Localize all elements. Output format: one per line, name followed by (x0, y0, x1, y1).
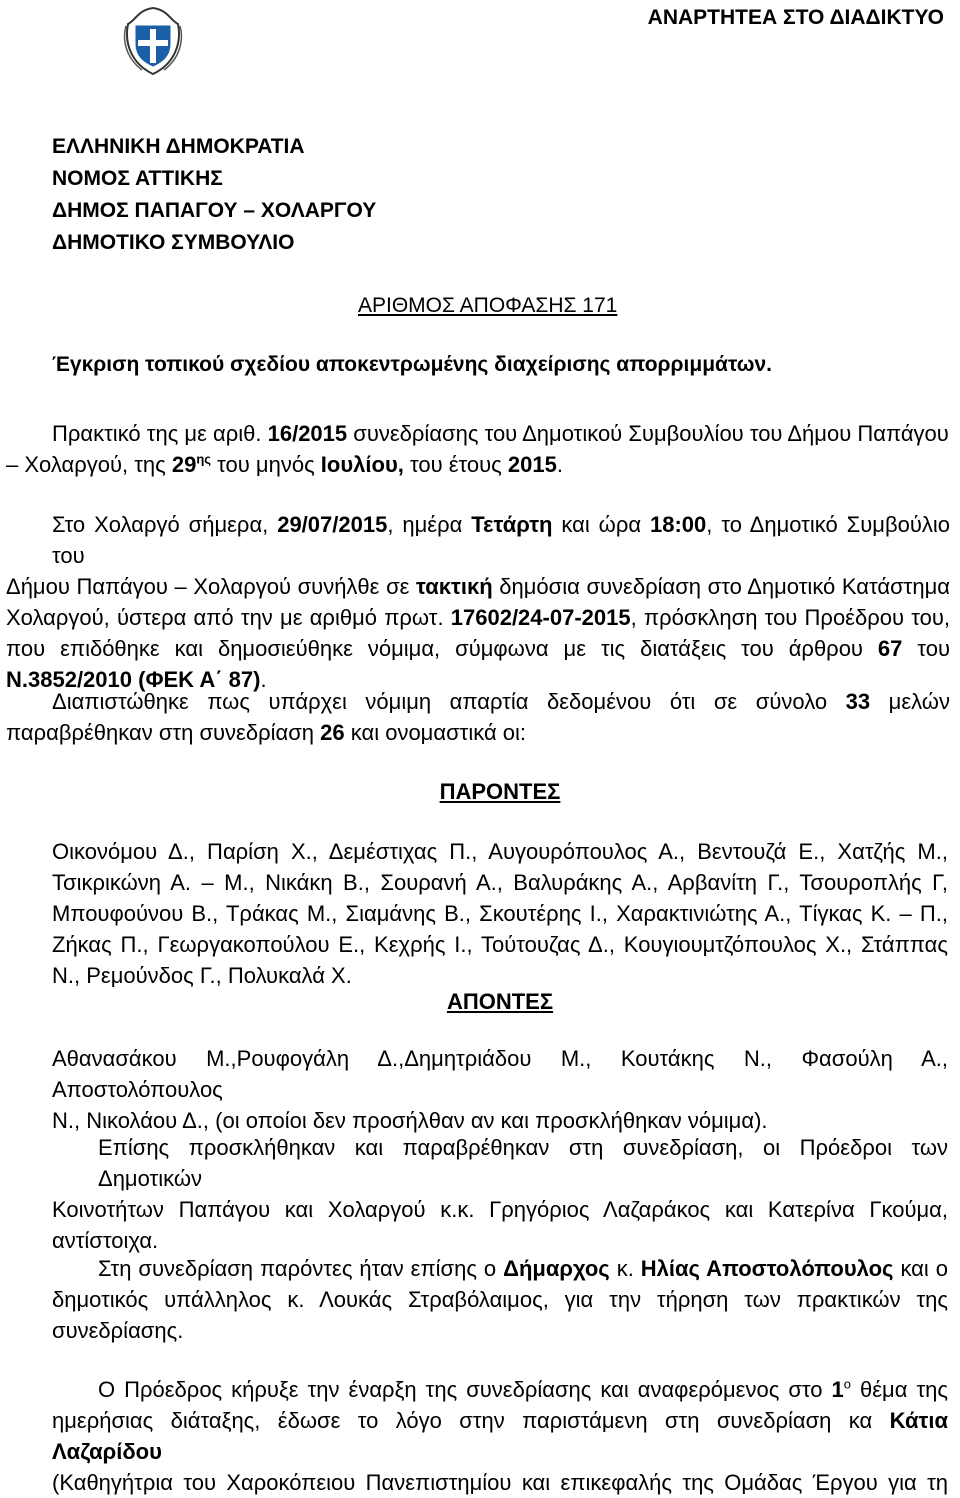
list-line: Μπουφούνου Β., Τράκας Μ., Σιαμάνης Β., Σκουτέρης Ι., Χαρακτινιώτης Α., Τίγκας Κ. – Π., (52, 901, 948, 926)
decision-subject: Έγκριση τοπικού σχεδίου αποκεντρωμένης διαχείρισης απορριμμάτων. (52, 353, 772, 376)
quorum-paragraph: Διαπιστώθηκε πως υπάρχει νόμιμη απαρτία δεδομένου ότι σε σύνολο 33 μελών παραβρέθηκαν στη συνεδρίαση 26 και ονομαστικά οι: (6, 689, 950, 745)
header-line: ΔΗΜΟΤΙΚΟ ΣΥΜΒΟΥΛΙΟ (52, 231, 295, 254)
publication-notice: ΑΝΑΡΤΗΤΕΑ ΣΤΟ ΔΙΑΔΙΚΤΥΟ (647, 6, 944, 29)
document-page: ΑΝΑΡΤΗΤΕΑ ΣΤΟ ΔΙΑΔΙΚΤΥΟ ΕΛΛΗΝΙΚΗ ΔΗΜΟΚΡΑΤΙΑ ΝΟΜΟΣ ΑΤΤΙΚΗΣ ΔΗΜΟΣ ΠΑΠΑΓΟΥ – ΧΟΛΑΡΓΟΥ ΔΗΜΟΤΙΚΟ ΣΥΜΒΟΥΛΙΟ ΑΡΙΘΜΟΣ ΑΠΟΦΑΣΗΣ 171 Έγκριση τοπικού σχεδίου αποκεντρωμένης διαχείρισης απορριμμάτων. Πρακτικό της με αριθ. 16/2015 συνεδρίασης του Δημοτικού Συμβουλίου του Δήμου Παπάγου – Χολαργού, της $29^{\eta\varsigma}$ του μηνός Ιουλίου, του έτους 2015. Στο Χολαργό σήμερα, 29/07/2015, ημέρα Τετάρτη και ώρα 18:00, το Δημοτικό Συμβούλιο του Δήμου Παπάγου – Χολαργού συνήλθε σε τακτική δημόσια συνεδρίαση στο Δημοτικό Κατάστημα Χολαργού, ύστερα από την με αριθμό πρωτ. 17602/24-07-2015, πρόσκληση του Προέδρου του, που επιδόθηκε και δημοσιεύθηκε νόμιμα, σύμφωνα με τις διατάξεις του άρθρου 67 του Ν.3852/2010 (ΦΕΚ Α΄ 87). Διαπιστώθηκε πως υπάρχει νόμιμη απαρτία δεδομένου ότι σε σύνολο 33 μελών παραβρέθηκαν στη συνεδρίαση 26 και ονομαστικά οι: ΠΑΡΟΝΤΕΣ Οικονόμου Δ., Παρίση Χ., Δεμέστιχας Π., Αυγουρόπουλος Α., Βεντουζά Ε., Χατζής Μ., Τσικρικώνη Α. – Μ., Νικάκη Β., Σουρανή Α., Βαλυράκης Α., Αρβανίτη Γ., Τσουροπλής Γ, Μπουφούνου Β., Τράκας Μ., Σιαμάνης Β., Σκουτέρης Ι., Χαρακτινιώτης Α., Τίγκας Κ. – Π., Ζήκας Π., Γεωργακοπούλου Ε., Κεχρής Ι., Τούτουζας Δ., Κουγιουμτζόπουλος Χ., Στάππας Ν., Ρεμούνδος Γ., Πολυκαλά Χ. ΑΠΟΝΤΕΣ Αθανασάκου Μ.,Ρουφογάλη Δ.,Δημητριάδου Μ., Κουτάκης Ν., Φασούλη Α., Αποστολόπουλος Ν., Νικολάου Δ., (οι οποίοι δεν προσήλθαν αν και προσκλήθηκαν νόμιμα). Επίσης προσκλήθηκαν και παραβρέθηκαν στη συνεδρίαση, οι Πρόεδροι των Δημοτικών Κοινοτήτων Παπάγου και Χολαργού κ.κ. Γρηγόριος Λαζαράκος και Κατερίνα Γκούμα, αντίστοιχα. Στη συνεδρίαση παρόντες ήταν επίσης ο Δήμαρχος κ. Ηλίας Αποστολόπουλος και ο δημοτικός υπάλληλος κ. Λουκάς Στραβόλαιμος, για την τήρηση των πρακτικών της συνεδρίασης. Ο Πρόεδρος κήρυξε την έναρξη της συνεδρίασης και αναφερόμενος στο $1^o$ θέμα της ημερήσιας διάταξης, έδωσε το λόγο στην παριστάμενη στη συνεδρίαση κα Κάτια Λαζαρίδου (Καθηγήτρια του Χαροκόπειου Πανεπιστημίου και επικεφαλής της Ομάδας Έργου για τη (0, 0, 960, 1466)
header-line: ΝΟΜΟΣ ΑΤΤΙΚΗΣ (52, 167, 223, 190)
decision-number: ΑΡΙΘΜΟΣ ΑΠΟΦΑΣΗΣ 171 (358, 294, 618, 317)
intro-paragraph: Στο Χολαργό σήμερα, 29/07/2015, ημέρα Τετάρτη και ώρα 18:00, το Δημοτικό Συμβούλιο του Δήμου Παπάγου – Χολαργού συνήλθε σε τακτική δημόσια συνεδρίαση στο Δημοτικό Κατάστημα Χολαργού, ύστερα από την με αριθμό πρωτ. 17602/24-07-2015, πρόσκληση του Προέδρου του, που επιδόθηκε και δημοσιεύθηκε νόμιμα, σύμφωνα με τις διατάξεις του άρθρου 67 του Ν.3852/2010 (ΦΕΚ Α΄ 87). (6, 512, 950, 692)
list-line: Αθανασάκου Μ.,Ρουφογάλη Δ.,Δημητριάδου Μ., Κουτάκης Ν., Φασούλη Α., Αποστολόπουλος (52, 1046, 948, 1102)
greek-emblem-icon (122, 4, 184, 76)
list-line: Οικονόμου Δ., Παρίση Χ., Δεμέστιχας Π., Αυγουρόπουλος Α., Βεντουζά Ε., Χατζής Μ., (52, 839, 948, 864)
absent-list (52, 1043, 948, 1136)
list-line: Ν., Ρεμούνδος Γ., Πολυκαλά Χ. (52, 963, 352, 988)
opening-paragraph: Ο Πρόεδρος κήρυξε την έναρξη της συνεδρίασης και αναφερόμενος στο $1^o$ θέμα της ημερήσιας διάταξης, έδωσε το λόγο στην παριστάμενη στη συνεδρίαση κα Κάτια Λαζαρίδου (Καθηγήτρια του Χαροκόπειου Πανεπιστημίου και επικεφαλής της Ομάδας Έργου για τη (52, 1376, 948, 1495)
present-list (52, 836, 948, 991)
list-line: Ζήκας Π., Γεωργακοπούλου Ε., Κεχρής Ι., Τούτουζας Δ., Κουγιουμτζόπουλος Χ., Στάππας (52, 932, 948, 957)
presidents-paragraph: Επίσης προσκλήθηκαν και παραβρέθηκαν στη συνεδρίαση, οι Πρόεδροι των Δημοτικών Κοινοτήτων Παπάγου και Χολαργού κ.κ. Γρηγόριος Λαζαράκος και Κατερίνα Γκούμα, αντίστοιχα. (52, 1135, 948, 1253)
mayor-paragraph: Στη συνεδρίαση παρόντες ήταν επίσης ο Δήμαρχος κ. Ηλίας Αποστολόπουλος και ο δημοτικός υπάλληλος κ. Λουκάς Στραβόλαιμος, για την τήρηση των πρακτικών της συνεδρίασης. (52, 1256, 948, 1343)
header-line: ΔΗΜΟΣ ΠΑΠΑΓΟΥ – ΧΟΛΑΡΓΟΥ (52, 199, 377, 222)
minutes-paragraph-line2: – Χολαργού, της $29^{\eta\varsigma}$ του μηνός Ιουλίου, του έτους 2015. (6, 451, 563, 477)
list-line: Ν., Νικολάου Δ., (οι οποίοι δεν προσήλθαν αν και προσκλήθηκαν νόμιμα). (52, 1108, 768, 1133)
header-line: ΕΛΛΗΝΙΚΗ ΔΗΜΟΚΡΑΤΙΑ (52, 135, 305, 158)
absent-title: ΑΠΟΝΤΕΣ (446, 989, 554, 1014)
list-line: Τσικρικώνη Α. – Μ., Νικάκη Β., Σουρανή Α., Βαλυράκης Α., Αρβανίτη Γ., Τσουροπλής Γ, (52, 870, 948, 895)
issuer-header (52, 131, 376, 259)
present-title: ΠΑΡΟΝΤΕΣ (439, 779, 561, 804)
